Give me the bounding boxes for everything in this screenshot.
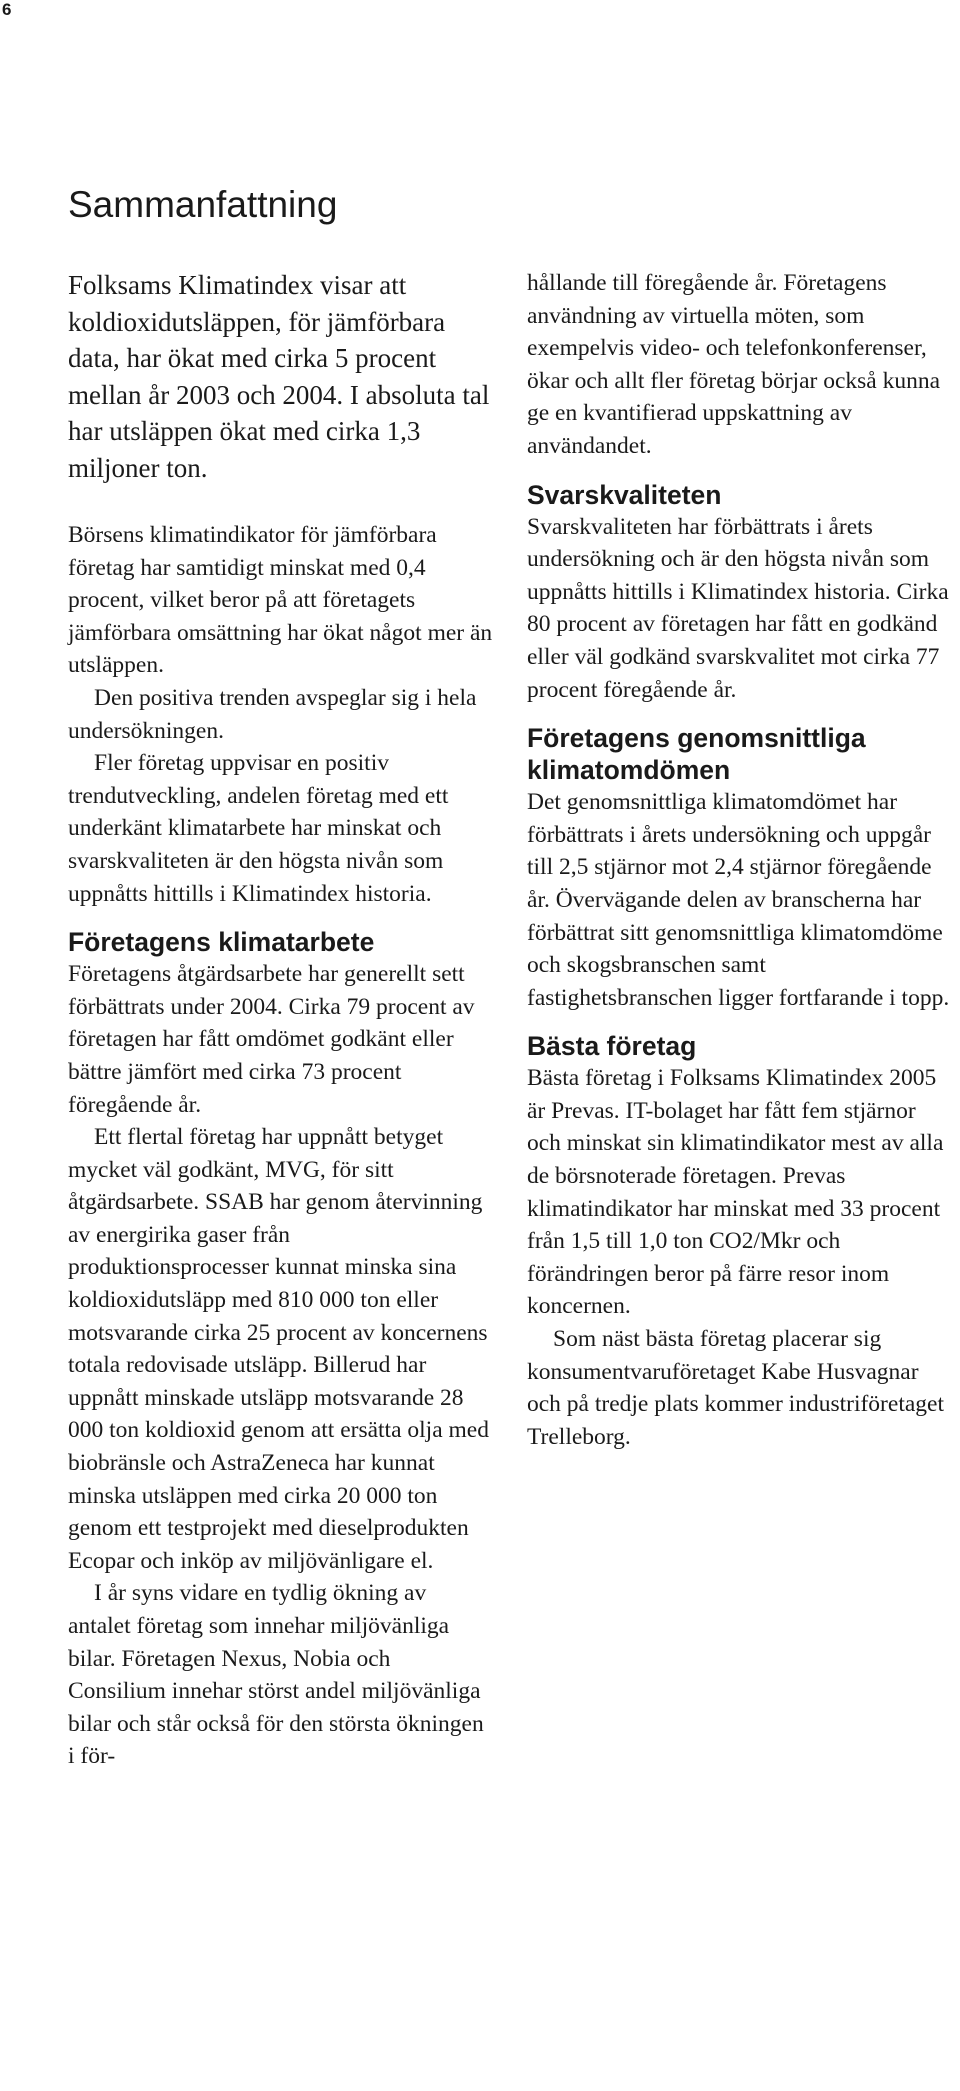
body-paragraph: Svarskvaliteten har förbättrats i årets undersökning och är den högsta nivån som uppnåtts hittills i Klimatindex historia. Cirka 80 procent av företagen har fått en godkänd eller väl godkänd svarskvalitet mot cirka 77 procent föregående år. — [527, 513, 949, 703]
body-paragraph: Det genomsnittliga klimatomdömet har förbättrats i årets undersökning och uppgår till 2,5 stjärnor mot 2,4 stjärnor föregående år. Övervägande delen av branscherna har förbättrat sitt genomsnittliga klimatomdöme och skogsbranschen samt fastighetsbranschen ligger fortfarande i topp. — [527, 789, 950, 1011]
page-title: Sammanfattning — [68, 184, 338, 225]
lead-paragraph: Folksams Klimatindex visar att koldioxidutsläppen, för jämförbara data, har ökat med cirka 5 procent mellan år 2003 och 2004. I absoluta tal har utsläppen ökat med cirka 1,3 miljoner ton. — [68, 270, 490, 483]
right-column — [527, 267, 952, 1453]
body-paragraph: I år syns vidare en tydlig ökning av antalet företag som innehar miljövänliga bilar. Företagen Nexus, Nobia och Consilium innehar störst andel miljövänliga bilar och står också för den största ökningen i för- — [68, 1580, 484, 1770]
page-number: 6 — [2, 0, 12, 19]
body-paragraph: Den positiva trenden avspeglar sig i hela undersökningen. — [68, 684, 477, 744]
section-heading-basta-foretag: Bästa företag — [527, 1031, 697, 1062]
body-paragraph: Ett flertal företag har uppnått betyget mycket väl godkänt, MVG, för sitt åtgärdsarbete. SSAB har genom återvinning av energirika gaser från produktionsprocesser kunnat minska sina koldioxidutsläpp med 810 000 ton eller motsvarande cirka 25 procent av koncernens totala redovisade utsläpp. Billerud har uppnått minskade utsläpp motsvarande 28 000 ton koldioxid genom att ersätta olja med biobränsle och AstraZeneca har kunnat minska utsläppen med cirka 20 000 ton genom ett testprojekt med dieselprodukten Ecopar och inköp av miljövänligare el. — [68, 1124, 489, 1574]
left-column — [68, 267, 493, 1773]
body-paragraph: hållande till föregående år. Företagens användning av virtuella möten, som exempelvis video- och telefonkonferenser, ökar och allt fler företag börjar också kunna ge en kvantifierad uppskattning av användandet. — [527, 270, 941, 459]
body-paragraph: Företagens åtgärdsarbete har generellt sett förbättrats under 2004. Cirka 79 procent av företagen har fått omdömet godkänt eller bättre jämfört med cirka 73 procent föregående år. — [68, 961, 475, 1118]
section-heading-genomsnittliga: Företagens genomsnittliga klimatomdömen — [527, 723, 866, 786]
body-paragraph: Bästa företag i Folksams Klimatindex 2005 är Prevas. IT-bolaget har fått fem stjärnor och minskat sin klimatindikator mest av alla de börsnoterade företagen. Prevas klimatindikator har minskat med 33 procent från 1,5 till 1,0 ton CO2/Mkr och förändringen beror på färre resor inom koncernen. — [527, 1065, 944, 1320]
section-heading-svarskvaliteten: Svarskvaliteten — [527, 479, 722, 510]
body-paragraph: Fler företag uppvisar en positiv trendutveckling, andelen företag med ett underkänt klimatarbete har minskat och svarskvaliteten är den högsta nivån som uppnåtts hittills i Klimatindex historia. — [68, 750, 449, 907]
section-heading-klimatarbete: Företagens klimatarbete — [68, 927, 375, 958]
body-paragraph: Börsens klimatindikator för jämförbara företag har samtidigt minskat med 0,4 procent, vilket beror på att företagets jämförbara omsättning har ökat något mer än utsläppen. — [68, 522, 493, 679]
body-paragraph: Som näst bästa företag placerar sig konsumentvaruföretaget Kabe Husvagnar och på tredje plats kommer industriföretaget Trelleborg. — [527, 1326, 944, 1450]
